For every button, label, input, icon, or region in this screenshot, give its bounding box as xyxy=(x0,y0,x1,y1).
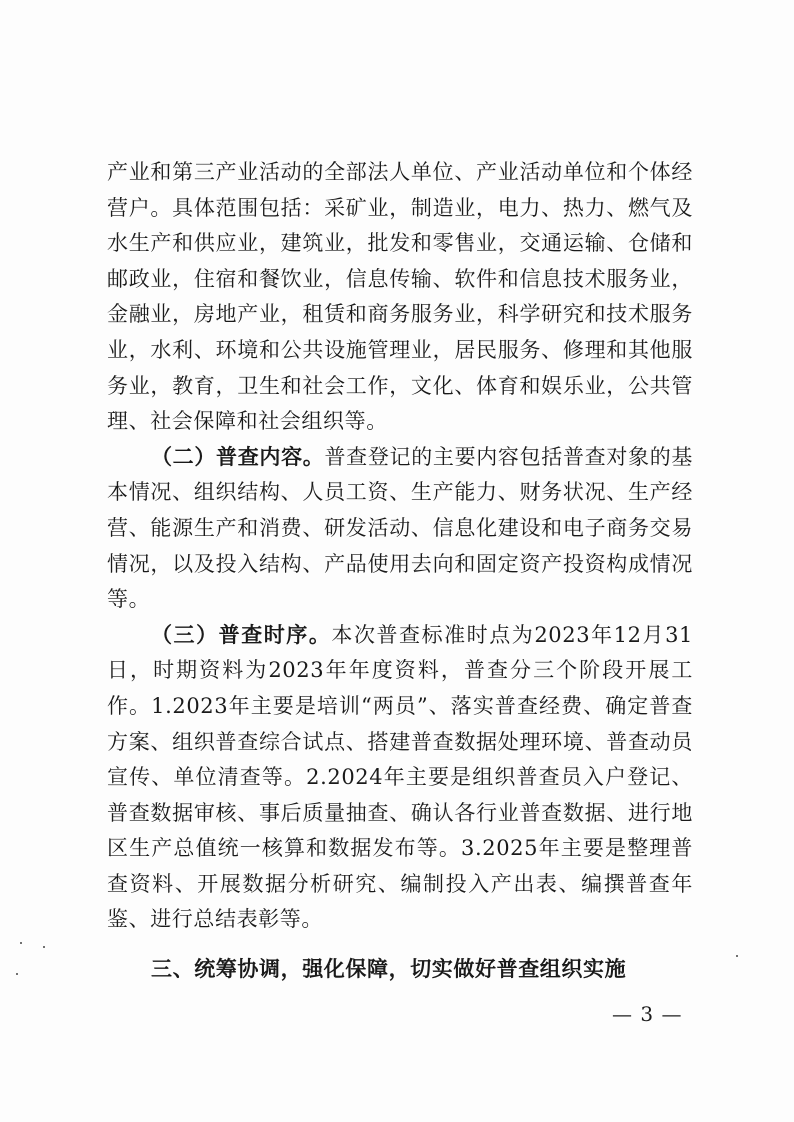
paragraph-timeline-body: 本次普查标准时点为2023年12月31日，时期资料为2023年年度资料，普查分三个阶段开展工作。1.2023年主要是培训“两员”、落实普查经费、确定普查方案、组织普查综合试点、搭建普查数据处理环境、普查动员宣传、单位清查等。2.2024年主要是组织普查员入户登记、普查数据审核、事后质量抽查、确认各行业普查数据、进行地区生产总值统一核算和数据发布等。3.2025年主要是整理普查资料、开展数据分析研究、编制投入产出表、编撰普查年鉴、进行总结表彰等。 xyxy=(107,622,693,932)
paragraph-content xyxy=(107,440,693,618)
page-number: — 3 — xyxy=(612,1002,683,1026)
scan-speck xyxy=(20,942,22,944)
scan-speck xyxy=(736,955,738,957)
subheading-timeline: （三）普查时序。 xyxy=(151,622,332,647)
paragraph-timeline xyxy=(107,618,693,938)
scan-speck xyxy=(16,973,18,975)
paragraph-scope: 产业和第三产业活动的全部法人单位、产业活动单位和个体经营户。具体范围包括：采矿业，制造业，电力、热力、燃气及水生产和供应业，建筑业，批发和零售业，交通运输、仓储和邮政业，住宿和餐饮业，信息传输、软件和信息技术服务业，金融业，房地产业，租赁和商务服务业，科学研究和技术服务业，水利、环境和公共设施管理业，居民服务、修理和其他服务业，教育，卫生和社会工作，文化、体育和娱乐业，公共管理、社会保障和社会组织等。 xyxy=(107,160,693,434)
scan-speck xyxy=(43,946,45,948)
subheading-content: （二）普查内容。 xyxy=(151,444,325,469)
body-text xyxy=(107,155,693,938)
paragraph-content-body: 普查登记的主要内容包括普查对象的基本情况、组织结构、人员工资、生产能力、财务状况、生产经营、能源生产和消费、研发活动、信息化建设和电子商务交易情况，以及投入结构、产品使用去向和固定资产投资构成情况等。 xyxy=(107,444,693,612)
section-heading: 三、统筹协调，强化保障，切实做好普查组织实施 xyxy=(151,957,627,981)
